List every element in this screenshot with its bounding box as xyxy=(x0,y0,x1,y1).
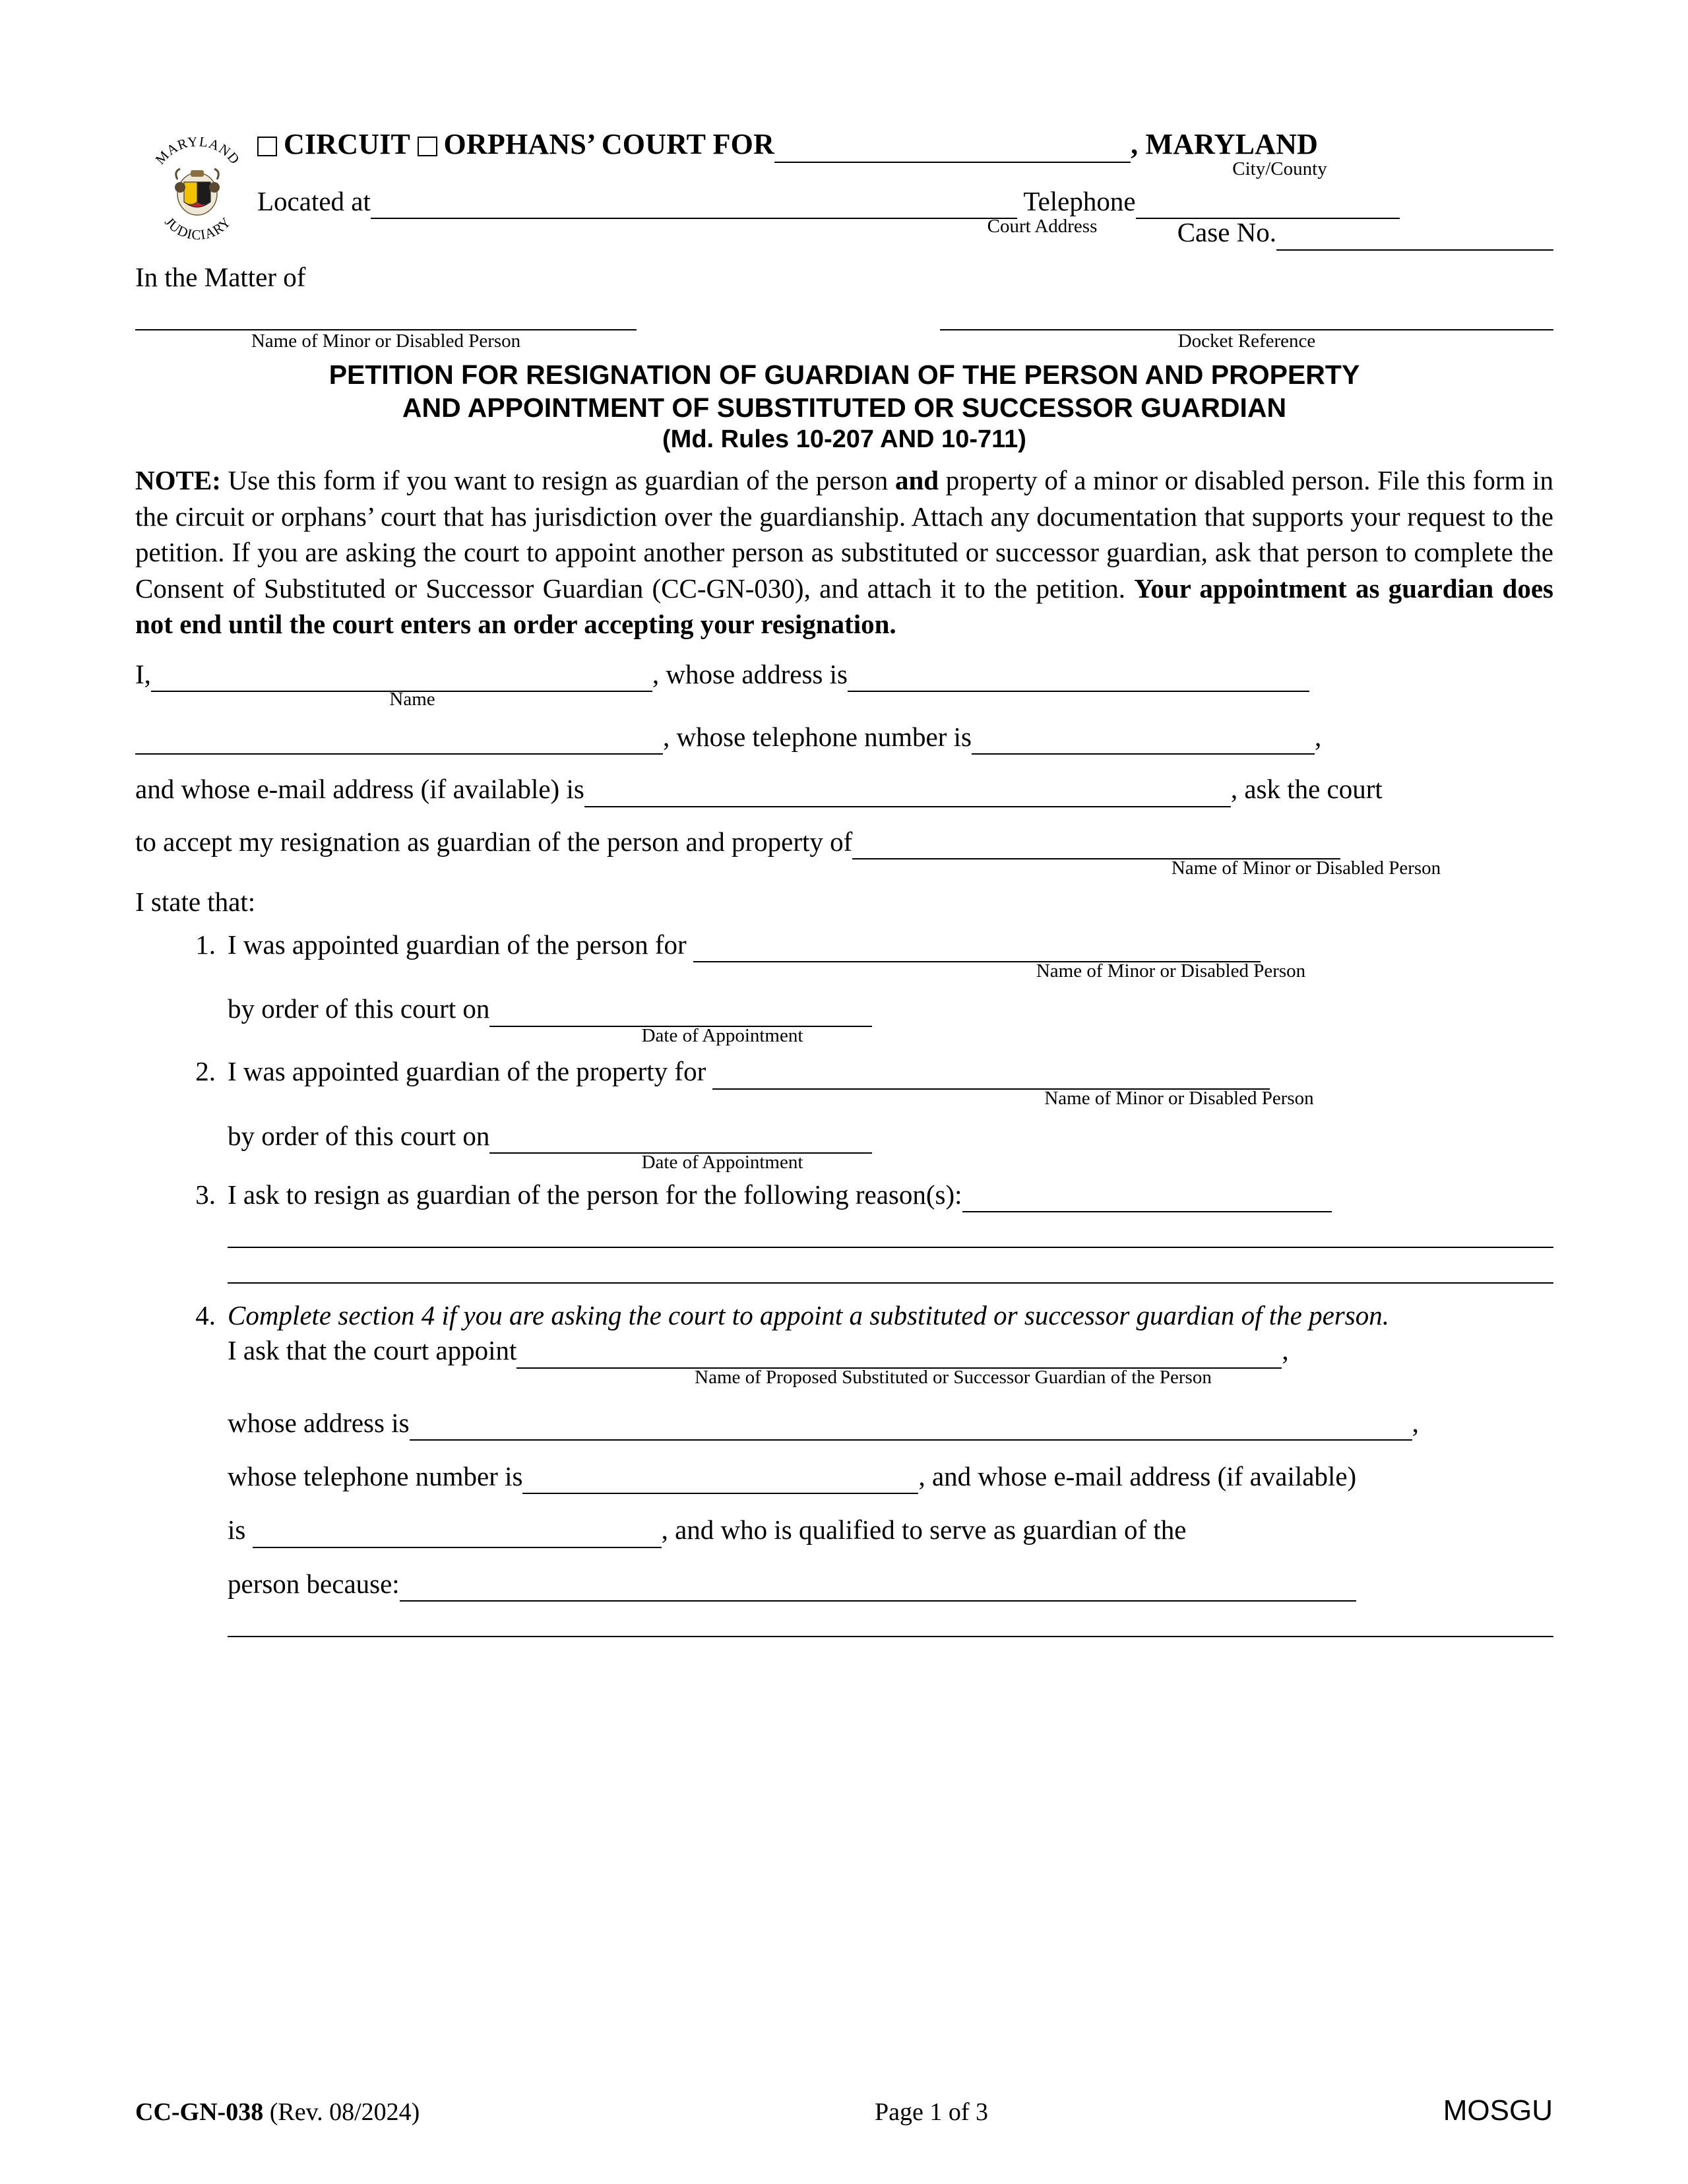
caption-resignation-subject: Name of Minor or Disabled Person xyxy=(1171,857,1441,879)
item-4-because-input-1[interactable] xyxy=(400,1570,1356,1602)
ask-the-court-label: , ask the court xyxy=(1230,774,1383,805)
item-2-text: I was appointed guardian of the property for xyxy=(228,1056,706,1087)
page-content xyxy=(135,125,1553,1637)
petitioner-name-input[interactable] xyxy=(151,660,652,692)
caption-item-2-date: Date of Appointment xyxy=(641,1151,803,1173)
petitioner-name-row xyxy=(135,657,1553,692)
petitioner-address-line2-input[interactable] xyxy=(135,723,663,755)
page-title xyxy=(135,358,1553,454)
item-1-date-input[interactable] xyxy=(489,995,872,1027)
item-1-name-input[interactable] xyxy=(693,931,1261,962)
item-2-row xyxy=(228,1056,1270,1086)
circuit-court-checkbox[interactable] xyxy=(257,137,277,156)
caption-item-2-name: Name of Minor or Disabled Person xyxy=(1044,1087,1314,1109)
note-bold-closing: Your appointment as guardian does not end until the court enters an order accepting your resignation. xyxy=(135,573,1553,640)
i-label: I, xyxy=(135,658,151,689)
title-rules: (Md. Rules 10-207 AND 10-711) xyxy=(662,425,1026,453)
statement-items xyxy=(135,927,1553,1637)
note-label: NOTE: xyxy=(135,465,221,496)
item-3 xyxy=(135,1177,1553,1284)
resign-label: to accept my resignation as guardian of the person and property of xyxy=(135,826,853,857)
item-4-appoint-row xyxy=(228,1333,1553,1368)
in-the-matter-of-label: In the Matter of xyxy=(135,261,306,292)
form-header xyxy=(135,125,1553,352)
item-4-address-row xyxy=(228,1406,1553,1441)
whose-address-is-label: , whose address is xyxy=(652,658,848,689)
resignation-subject-input[interactable] xyxy=(852,828,1340,859)
item-3-row xyxy=(228,1179,1332,1210)
item-4-email-trailing: , and who is qualified to serve as guardian of the xyxy=(661,1514,1187,1545)
petitioner-address-input[interactable] xyxy=(848,660,1309,692)
item-4-email-row xyxy=(228,1513,1553,1547)
item-1-row xyxy=(228,929,1261,960)
page-footer xyxy=(135,2094,1553,2127)
maryland-label: , MARYLAND xyxy=(1131,128,1319,160)
item-1-order-date-row xyxy=(228,991,1553,1026)
form-identifier xyxy=(135,2098,420,2127)
petitioner-identification-block xyxy=(135,657,1553,920)
telephone-label: Telephone xyxy=(1023,186,1136,217)
i-state-that-label: I state that: xyxy=(135,886,256,917)
item-2-date-input[interactable] xyxy=(489,1122,872,1154)
telephone-input[interactable] xyxy=(1136,187,1400,219)
caption-name-minor-header: Name of Minor or Disabled Person xyxy=(251,330,521,352)
court-address-input[interactable] xyxy=(371,187,1017,219)
caption-court-address: Court Address xyxy=(987,216,1098,237)
circuit-label: CIRCUIT xyxy=(284,128,410,160)
item-4-phone-text: whose telephone number is xyxy=(228,1460,523,1491)
form-tag: MOSGU xyxy=(1443,2094,1553,2127)
item-1-sub-text: by order of this court on xyxy=(228,993,490,1024)
item-3-text: I ask to resign as guardian of the person for the following reason(s): xyxy=(228,1179,962,1210)
caption-docket-reference: Docket Reference xyxy=(1177,330,1316,352)
maryland-judiciary-seal-icon xyxy=(143,137,252,246)
court-selection-line xyxy=(135,125,1553,163)
form-revision: (Rev. 08/2024) xyxy=(263,2098,420,2126)
item-4-number: 4. xyxy=(195,1300,216,1331)
petitioner-email-input[interactable] xyxy=(584,776,1231,807)
item-3-number: 3. xyxy=(195,1179,216,1210)
item-4-address-text: whose address is xyxy=(228,1407,410,1438)
case-no-line xyxy=(135,215,1553,250)
item-3-reason-input-3[interactable] xyxy=(228,1265,1553,1284)
item-2-name-input[interactable] xyxy=(712,1058,1270,1090)
petitioner-email-row xyxy=(135,772,1553,807)
item-4-proposed-guardian-input[interactable] xyxy=(516,1337,1282,1369)
form-code: CC-GN-038 xyxy=(135,2098,264,2126)
item-4-because-row xyxy=(228,1567,1553,1602)
petitioner-phone-row xyxy=(135,720,1553,755)
page-number: Page 1 of 3 xyxy=(875,2098,989,2126)
item-4-address-comma: , xyxy=(1412,1407,1419,1438)
city-county-input[interactable] xyxy=(774,129,1131,163)
item-4 xyxy=(135,1298,1553,1637)
item-4-address-input[interactable] xyxy=(410,1409,1412,1441)
case-no-input[interactable] xyxy=(1276,219,1553,251)
item-2-order-date-row xyxy=(228,1119,1553,1154)
item-2 xyxy=(135,1054,1553,1173)
item-3-reason-input-2[interactable] xyxy=(228,1230,1553,1248)
title-line-1: PETITION FOR RESIGNATION OF GUARDIAN OF THE PERSON AND PROPERTY xyxy=(328,359,1360,390)
docket-reference-input[interactable] xyxy=(940,312,1553,330)
item-1 xyxy=(135,927,1553,1046)
email-label: and whose e-mail address (if available) is xyxy=(135,774,584,805)
located-at-label: Located at xyxy=(257,186,371,217)
item-4-because-input-2[interactable] xyxy=(228,1619,1553,1637)
svg-text:MARYLAND: MARYLAND xyxy=(152,137,243,168)
item-1-number: 1. xyxy=(195,929,216,960)
item-4-appoint-text: I ask that the court appoint xyxy=(228,1335,517,1366)
item-4-phone-trailing: , and whose e-mail address (if available) xyxy=(918,1460,1357,1491)
item-4-email-input[interactable] xyxy=(253,1516,662,1548)
orphans-court-checkbox[interactable] xyxy=(418,137,437,156)
orphans-court-label: ORPHANS’ COURT FOR xyxy=(443,128,775,160)
whose-telephone-label: , whose telephone number is xyxy=(663,722,972,753)
matter-line-group xyxy=(135,312,1553,352)
note-text-1: Use this form if you want to resign as guardian of the person xyxy=(220,465,895,496)
petitioner-phone-input[interactable] xyxy=(972,723,1315,755)
minor-name-input[interactable] xyxy=(135,312,637,330)
note-paragraph xyxy=(135,462,1553,642)
svg-text:JUDICIARY: JUDICIARY xyxy=(162,214,235,243)
caption-city-county: City/County xyxy=(1232,158,1327,180)
item-1-text: I was appointed guardian of the person for xyxy=(228,929,687,960)
caption-petitioner-name: Name xyxy=(389,689,435,710)
located-at-line xyxy=(135,184,1553,219)
title-line-2: AND APPOINTMENT OF SUBSTITUTED OR SUCCESSOR GUARDIAN xyxy=(402,392,1287,423)
item-3-reason-input-1[interactable] xyxy=(962,1181,1332,1212)
item-4-email-text: is xyxy=(228,1514,246,1545)
item-4-instruction: Complete section 4 if you are asking the court to appoint a substituted or successor guardian of the person. xyxy=(228,1300,1389,1331)
item-2-sub-text: by order of this court on xyxy=(228,1120,490,1151)
item-4-phone-row xyxy=(228,1459,1553,1494)
note-bold-and: and xyxy=(894,465,939,496)
item-4-because-text: person because: xyxy=(228,1568,400,1599)
caption-item-1-name: Name of Minor or Disabled Person xyxy=(1036,960,1306,982)
case-no-label: Case No. xyxy=(1177,217,1276,248)
caption-item-1-date: Date of Appointment xyxy=(641,1024,803,1046)
caption-item-4-proposed-guardian: Name of Proposed Substituted or Successor Guardian of the Person xyxy=(695,1366,1212,1388)
phone-trailing-comma: , xyxy=(1314,722,1322,753)
resignation-subject-row xyxy=(135,825,1553,859)
item-4-phone-input[interactable] xyxy=(522,1462,918,1494)
item-4-appoint-comma: , xyxy=(1282,1335,1289,1366)
item-2-number: 2. xyxy=(195,1056,216,1087)
note-text-2: property of a minor or disabled person. File this form in the circuit or orphans’ court that has jurisdiction over the guardianship. Attach any documentation that supports your request to the petition. If you are asking the court to appoint another person as substituted or successor guardian, ask that person to complete the Consent of Substituted or Successor Guardian (CC-GN-030), and attach it to the petition. xyxy=(135,465,1553,604)
